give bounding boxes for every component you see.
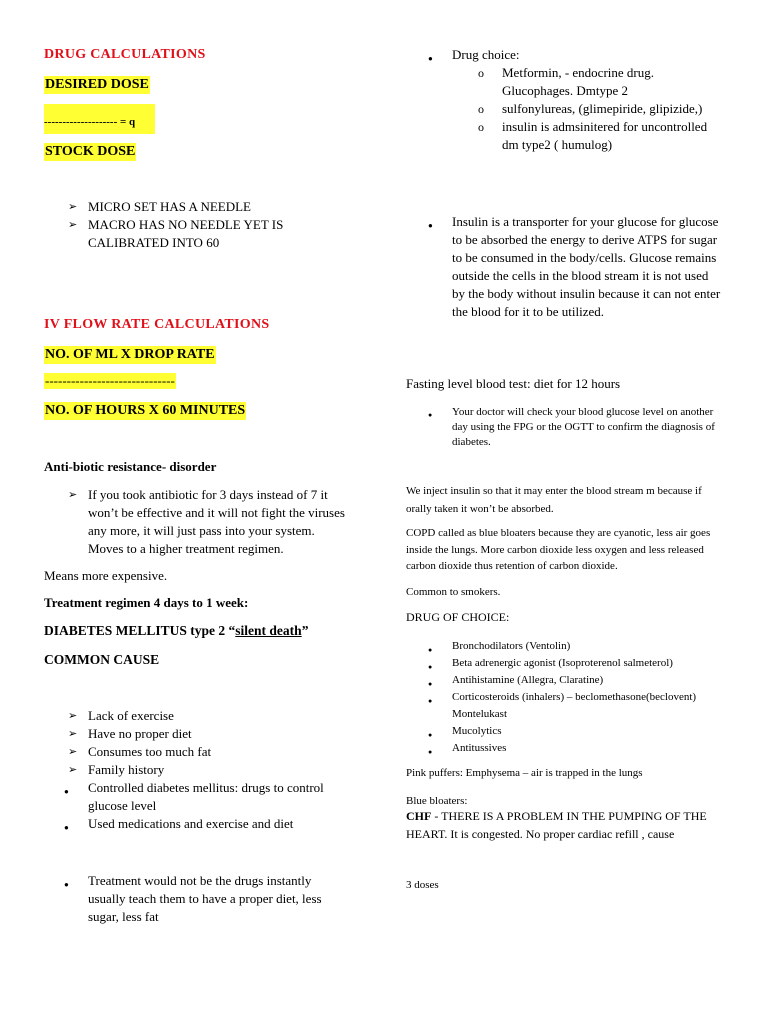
bullet-icon: ●: [428, 731, 433, 739]
arrow-icon: ➢: [68, 201, 78, 213]
treatment-regimen-text: Treatment regimen 4 days to 1 week:: [44, 595, 249, 610]
chf-text: CHF - THERE IS A PROBLEM IN THE PUMPING OF THE HEART. It is congested. No proper cardiac refill , cause: [406, 809, 707, 841]
drug-choice-list: [406, 46, 726, 154]
list-item: ● Controlled diabetes mellitus: drugs to control glucose level: [64, 780, 324, 813]
bullet-icon: ●: [428, 54, 433, 63]
treatment-bullet-list: [42, 872, 342, 926]
drug-of-choice-list: [406, 638, 722, 757]
list-item: o insulin is admsinitered for uncontrolled dm type2 ( humulog): [478, 119, 708, 152]
drug-calculations-title: DRUG CALCULATIONS: [44, 47, 206, 62]
bullet-icon: ●: [64, 787, 69, 796]
iv-flow-title: IV FLOW RATE CALCULATIONS: [44, 317, 270, 332]
list-item: ➢ Consumes too much fat: [68, 744, 212, 759]
list-item: ➢ MICRO SET HAS A NEEDLE: [68, 199, 251, 214]
arrow-icon: ➢: [68, 764, 78, 776]
bullet-icon: ●: [428, 748, 433, 756]
desired-dose-label: DESIRED DOSE: [45, 77, 149, 92]
bullet-icon: ●: [428, 646, 433, 654]
inject-insulin-text: We inject insulin so that it may enter the blood stream m because if orally taken it won’t be absorbed.: [406, 485, 702, 515]
iv-denominator: NO. OF HOURS X 60 MINUTES: [45, 403, 246, 418]
circle-icon: o: [478, 102, 484, 116]
list-item: ● Drug choice: o Metformin, - endocrine drug. Glucophages. Dmtype 2 o sulfonylureas, (glimepiride, glipizide,) o insulin is admsinitered for uncontrolled dm type2 ( humulog): [406, 46, 726, 154]
arrow-icon: ➢: [68, 728, 78, 740]
arrow-icon: ➢: [68, 710, 78, 722]
drug-of-choice-heading: DRUG OF CHOICE:: [406, 610, 510, 624]
arrow-icon: ➢: [68, 746, 78, 758]
list-item: ● Treatment would not be the drugs instantly usually teach them to have a proper diet, less sugar, less fat: [64, 873, 322, 924]
smokers-text: Common to smokers.: [406, 586, 501, 598]
list-item: ● Beta adrenergic agonist (Isoproterenol salmeterol): [406, 655, 722, 672]
list-item: ➢ Family history: [68, 762, 165, 777]
common-cause-heading: COMMON CAUSE: [44, 652, 160, 667]
fraction-line: -------------------- = q: [44, 104, 155, 134]
circle-icon: o: [478, 120, 484, 134]
list-item: o sulfonylureas, (glimepiride, glipizide,): [478, 101, 703, 116]
arrow-icon: ➢: [68, 489, 78, 501]
bullet-icon: ●: [428, 411, 433, 419]
bullet-icon: ●: [428, 680, 433, 688]
list-item: ● Antitussives: [406, 740, 722, 757]
list-item: ➢ Have no proper diet: [68, 726, 192, 741]
circle-icon: o: [478, 66, 484, 80]
list-item: ● Antihistamine (Allegra, Claratine): [406, 672, 722, 689]
list-item: o Metformin, - endocrine drug. Glucophages. Dmtype 2: [478, 65, 654, 98]
blue-bloaters-text: Blue bloaters:: [406, 795, 468, 807]
iv-fraction-line: ------------------------------: [45, 373, 175, 388]
arrow-icon: ➢: [68, 219, 78, 231]
diabetes-heading: DIABETES MELLITUS type 2 “silent death”: [44, 623, 309, 638]
bullet-icon: ●: [428, 697, 433, 705]
iv-numerator: NO. OF ML X DROP RATE: [45, 347, 215, 362]
antibiotic-list: [42, 486, 352, 558]
bullet-icon: ●: [64, 880, 69, 889]
list-item: ➢ MACRO HAS NO NEEDLE YET IS CALIBRATED INTO 60: [68, 217, 284, 250]
doctor-list: [406, 405, 722, 450]
list-item: ● Used medications and exercise and diet: [42, 815, 342, 833]
list-item: ● Your doctor will check your blood glucose level on another day using the FPG or the OGTT to confirm the diagnosis of diabetes.: [428, 406, 715, 448]
antibiotic-heading: Anti-biotic resistance- disorder: [44, 459, 217, 474]
list-item: ● Bronchodilators (Ventolin): [406, 638, 722, 655]
three-doses-text: 3 doses: [406, 879, 439, 891]
list-item: ➢ If you took antibiotic for 3 days instead of 7 it won’t be effective and it will not fight the viruses any more, it will just pass into your system. Moves to a higher treatment regimen.: [68, 487, 345, 556]
list-item: ● Mucolytics: [406, 723, 722, 740]
means-expensive-text: Means more expensive.: [44, 568, 168, 583]
bullet-icon: ●: [428, 221, 433, 230]
cause-bullet-list: [42, 779, 342, 833]
pink-puffers-text: Pink puffers: Emphysema – air is trapped in the lungs: [406, 767, 643, 779]
set-list: [42, 198, 362, 252]
list-item: ● Corticosteroids (inhalers) – beclomethasone(beclovent) Montelukast: [428, 691, 697, 720]
cause-arrow-list: [42, 707, 352, 779]
insulin-list: [406, 213, 722, 321]
bullet-icon: ●: [428, 663, 433, 671]
copd-text: COPD called as blue bloaters because they are cyanotic, less air goes inside the lungs. More carbon dioxide less oxygen and less released carbon dioxide thus retention of carbon dioxide.: [406, 527, 711, 572]
fasting-text: Fasting level blood test: diet for 12 hours: [406, 376, 621, 391]
drug-sublist: [406, 64, 726, 154]
stock-dose-label: STOCK DOSE: [45, 144, 136, 159]
bullet-icon: ●: [64, 823, 69, 832]
list-item: ➢ Lack of exercise: [68, 708, 174, 723]
list-item: ● Insulin is a transporter for your glucose for glucose to be absorbed the energy to derive ATPS for sugar to be consumed in the body/cells. Glucose remains outside the cells in the blood stream it is not used by the body without insulin because it can not enter the blood for it to be utilized.: [428, 214, 721, 319]
